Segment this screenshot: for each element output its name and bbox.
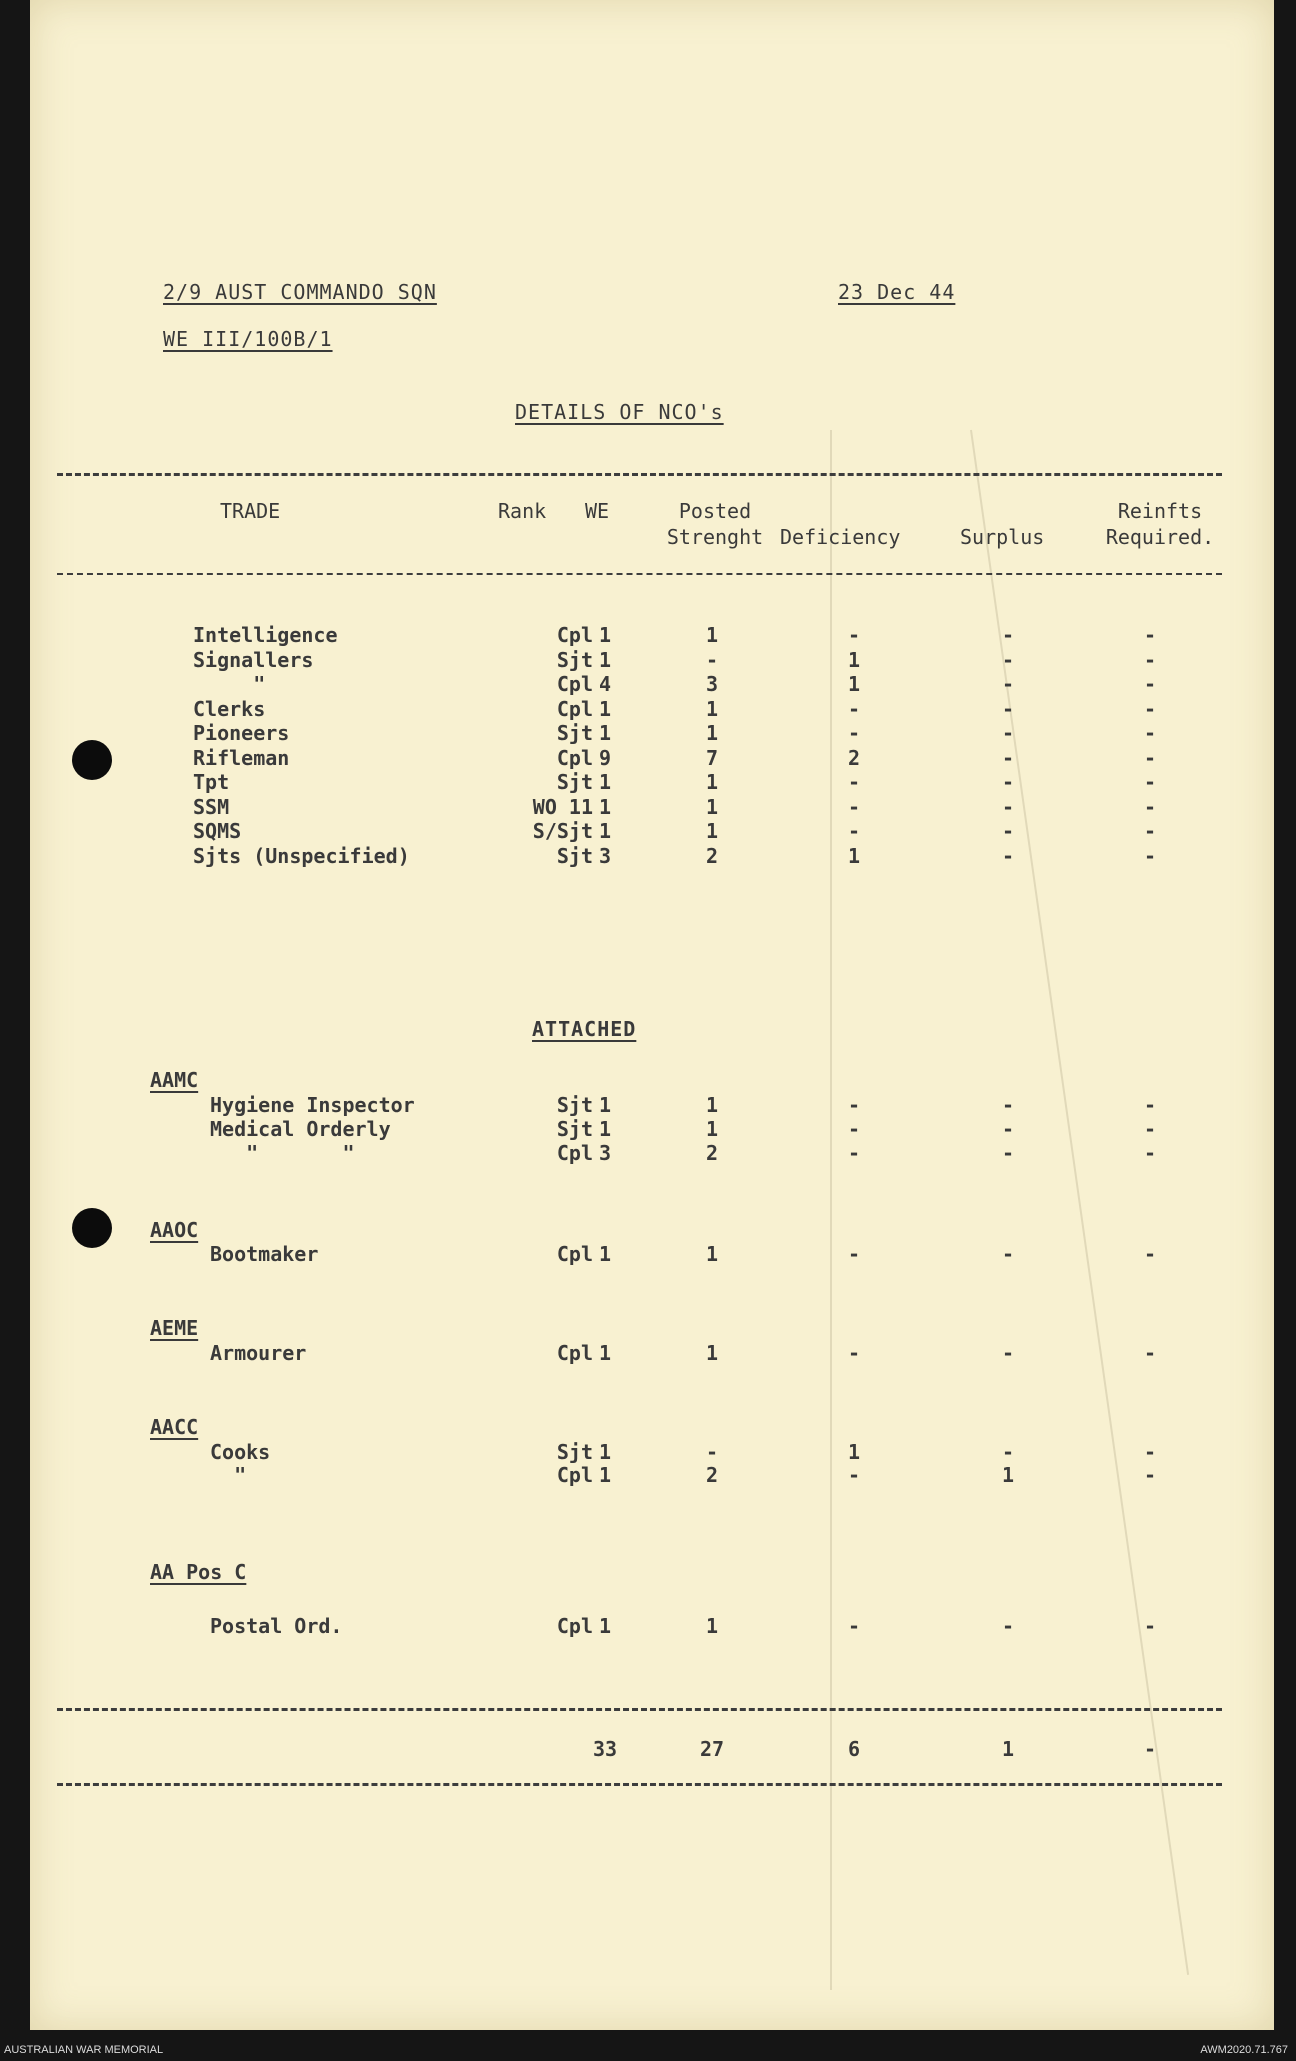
cell-reinfts-required: -: [1143, 672, 1157, 696]
cell-rank: Cpl: [556, 697, 593, 721]
cell-surplus: -: [1001, 623, 1015, 647]
cell-reinfts-required: -: [1143, 770, 1157, 794]
cell-we: 1: [598, 819, 612, 843]
cell-deficiency: -: [847, 697, 861, 721]
cell-posted-strength: 2: [705, 844, 719, 868]
cell-we: 1: [598, 1093, 612, 1117]
table-row: [30, 795, 1274, 819]
cell-rank: Cpl: [556, 1614, 593, 1638]
table-row: [30, 1614, 1274, 1638]
cell-posted-strength: 1: [705, 770, 719, 794]
table-row: [30, 1093, 1274, 1117]
cell-reinfts-required: -: [1143, 1440, 1157, 1464]
cell-reinfts-required: -: [1143, 795, 1157, 819]
cell-posted-strength: 7: [705, 746, 719, 770]
corps-group-heading: AAOC: [150, 1218, 199, 1242]
cell-surplus: -: [1001, 1614, 1015, 1638]
cell-reinfts-required: -: [1143, 1117, 1157, 1141]
cell-rank: Cpl: [556, 623, 593, 647]
table-row: [30, 697, 1274, 721]
cell-reinfts-required: -: [1143, 1463, 1157, 1487]
cell-surplus: -: [1001, 1093, 1015, 1117]
table-row: [30, 1463, 1274, 1487]
table-row: [30, 721, 1274, 745]
cell-deficiency: 1: [847, 672, 861, 696]
cell-posted-strength: 1: [705, 1242, 719, 1266]
corps-group-heading: AA Pos C: [150, 1560, 247, 1584]
col-header-posted-line1: Posted: [678, 499, 752, 523]
cell-surplus: -: [1001, 697, 1015, 721]
col-header-reinfts: [1090, 498, 1230, 550]
cell-deficiency: -: [847, 721, 861, 745]
col-header-we: WE: [585, 499, 610, 523]
table-row: [30, 1341, 1274, 1365]
cell-reinfts-required: -: [1143, 1614, 1157, 1638]
document-page: [30, 0, 1274, 2030]
document-title: DETAILS OF NCO's: [515, 400, 724, 424]
cell-deficiency: -: [847, 623, 861, 647]
table-row: [30, 1117, 1274, 1141]
col-header-trade: TRADE: [220, 499, 281, 523]
cell-trade: Medical Orderly: [210, 1117, 391, 1141]
cell-rank: Sjt: [556, 1117, 593, 1141]
cell-reinfts-required: -: [1143, 697, 1157, 721]
cell-posted-strength: 1: [705, 623, 719, 647]
cell-rank: Sjt: [556, 844, 593, 868]
cell-rank: Sjt: [556, 1093, 593, 1117]
cell-trade: Rifleman: [193, 746, 290, 770]
col-header-posted: [650, 498, 780, 550]
cell-trade: " ": [210, 1141, 355, 1165]
total-deficiency: 6: [847, 1737, 861, 1761]
col-header-reinfts-line1: Reinfts: [1117, 499, 1203, 523]
cell-surplus: -: [1001, 1141, 1015, 1165]
cell-posted-strength: -: [705, 648, 719, 672]
cell-rank: Cpl: [556, 746, 593, 770]
cell-surplus: 1: [1001, 1463, 1015, 1487]
cell-trade: SQMS: [193, 819, 242, 843]
cell-surplus: -: [1001, 770, 1015, 794]
unit-name: 2/9 AUST COMMANDO SQN: [163, 280, 437, 304]
cell-posted-strength: 1: [705, 819, 719, 843]
corps-group-heading: AEME: [150, 1316, 199, 1340]
cell-rank: Sjt: [556, 721, 593, 745]
total-surplus: 1: [1001, 1737, 1015, 1761]
cell-trade: Intelligence: [193, 623, 338, 647]
cell-rank: WO 11: [532, 795, 593, 819]
cell-we: 9: [598, 746, 612, 770]
footer-accession-number: AWM2020.71.767: [1200, 2044, 1288, 2056]
table-row: [30, 746, 1274, 770]
cell-trade: Cooks: [210, 1440, 271, 1464]
cell-rank: Cpl: [556, 1341, 593, 1365]
cell-reinfts-required: -: [1143, 844, 1157, 868]
cell-deficiency: -: [847, 1093, 861, 1117]
cell-surplus: -: [1001, 844, 1015, 868]
header-bottom-rule: [57, 573, 1222, 575]
col-header-rank: Rank: [498, 499, 547, 523]
cell-reinfts-required: -: [1143, 1242, 1157, 1266]
cell-we: 4: [598, 672, 612, 696]
cell-deficiency: -: [847, 1614, 861, 1638]
cell-surplus: -: [1001, 1117, 1015, 1141]
table-row: [30, 819, 1274, 843]
cell-reinfts-required: -: [1143, 623, 1157, 647]
cell-rank: Sjt: [556, 1440, 593, 1464]
cell-surplus: -: [1001, 795, 1015, 819]
cell-surplus: -: [1001, 1242, 1015, 1266]
cell-posted-strength: 1: [705, 1341, 719, 1365]
cell-deficiency: 1: [847, 1440, 861, 1464]
col-header-reinfts-line2: Required.: [1105, 525, 1215, 549]
cell-we: 3: [598, 844, 612, 868]
total-we: 33: [592, 1737, 618, 1761]
cell-reinfts-required: -: [1143, 1341, 1157, 1365]
total-reinfts: -: [1143, 1737, 1157, 1761]
cell-we: 1: [598, 1341, 612, 1365]
cell-trade: Tpt: [193, 770, 230, 794]
cell-we: 1: [598, 648, 612, 672]
cell-we: 3: [598, 1141, 612, 1165]
totals-top-rule: [57, 1708, 1222, 1711]
cell-trade: Signallers: [193, 648, 314, 672]
cell-rank: Cpl: [556, 1141, 593, 1165]
cell-posted-strength: 1: [705, 721, 719, 745]
corps-group-heading: AACC: [150, 1415, 199, 1439]
cell-trade: Postal Ord.: [210, 1614, 343, 1638]
cell-surplus: -: [1001, 672, 1015, 696]
cell-deficiency: -: [847, 1341, 861, 1365]
cell-posted-strength: 1: [705, 1614, 719, 1638]
cell-deficiency: 2: [847, 746, 861, 770]
cell-deficiency: 1: [847, 844, 861, 868]
cell-rank: Cpl: [556, 1242, 593, 1266]
cell-reinfts-required: -: [1143, 819, 1157, 843]
table-row: [30, 623, 1274, 647]
cell-reinfts-required: -: [1143, 746, 1157, 770]
cell-trade: Hygiene Inspector: [210, 1093, 415, 1117]
cell-rank: Cpl: [556, 672, 593, 696]
cell-we: 1: [598, 1463, 612, 1487]
cell-deficiency: -: [847, 1242, 861, 1266]
table-row: [30, 1242, 1274, 1266]
cell-posted-strength: 1: [705, 1093, 719, 1117]
table-row: [30, 648, 1274, 672]
cell-we: 1: [598, 770, 612, 794]
table-row: [30, 1440, 1274, 1464]
reference-number: WE III/100B/1: [163, 327, 333, 351]
cell-we: 1: [598, 721, 612, 745]
table-row: [30, 844, 1274, 868]
cell-we: 1: [598, 697, 612, 721]
cell-trade: Armourer: [210, 1341, 307, 1365]
cell-reinfts-required: -: [1143, 1093, 1157, 1117]
cell-we: 1: [598, 1242, 612, 1266]
cell-posted-strength: 1: [705, 697, 719, 721]
footer-credit: AUSTRALIAN WAR MEMORIAL: [4, 2044, 164, 2056]
cell-we: 1: [598, 1614, 612, 1638]
cell-we: 1: [598, 795, 612, 819]
cell-surplus: -: [1001, 1341, 1015, 1365]
cell-deficiency: -: [847, 770, 861, 794]
col-header-posted-line2: Strenght: [666, 525, 764, 549]
cell-surplus: -: [1001, 1440, 1015, 1464]
cell-deficiency: 1: [847, 648, 861, 672]
cell-surplus: -: [1001, 648, 1015, 672]
cell-we: 1: [598, 623, 612, 647]
cell-deficiency: -: [847, 1141, 861, 1165]
table-row: [30, 1141, 1274, 1165]
total-posted: 27: [699, 1737, 725, 1761]
cell-reinfts-required: -: [1143, 721, 1157, 745]
cell-trade: SSM: [193, 795, 230, 819]
cell-deficiency: -: [847, 795, 861, 819]
cell-deficiency: -: [847, 1463, 861, 1487]
cell-rank: S/Sjt: [532, 819, 593, 843]
corps-group-heading: AAMC: [150, 1068, 199, 1092]
table-row: [30, 770, 1274, 794]
cell-trade: Sjts (Unspecified): [193, 844, 410, 868]
col-header-deficiency: Deficiency: [780, 525, 901, 549]
cell-rank: Cpl: [556, 1463, 593, 1487]
cell-posted-strength: 3: [705, 672, 719, 696]
cell-posted-strength: 1: [705, 795, 719, 819]
cell-posted-strength: -: [705, 1440, 719, 1464]
table-row: [30, 672, 1274, 696]
cell-reinfts-required: -: [1143, 1141, 1157, 1165]
attached-heading: ATTACHED: [532, 1017, 637, 1041]
cell-surplus: -: [1001, 721, 1015, 745]
col-header-surplus: Surplus: [960, 525, 1045, 549]
cell-trade: ": [193, 672, 266, 696]
cell-surplus: -: [1001, 746, 1015, 770]
table-top-rule: [57, 473, 1222, 476]
cell-deficiency: -: [847, 1117, 861, 1141]
cell-trade: Bootmaker: [210, 1242, 319, 1266]
totals-bottom-rule: [57, 1783, 1222, 1786]
cell-trade: Clerks: [193, 697, 266, 721]
cell-trade: ": [210, 1463, 247, 1487]
cell-surplus: -: [1001, 819, 1015, 843]
cell-trade: Pioneers: [193, 721, 290, 745]
cell-posted-strength: 2: [705, 1463, 719, 1487]
cell-posted-strength: 2: [705, 1141, 719, 1165]
cell-we: 1: [598, 1440, 612, 1464]
cell-rank: Sjt: [556, 648, 593, 672]
cell-rank: Sjt: [556, 770, 593, 794]
cell-reinfts-required: -: [1143, 648, 1157, 672]
cell-we: 1: [598, 1117, 612, 1141]
cell-posted-strength: 1: [705, 1117, 719, 1141]
cell-deficiency: -: [847, 819, 861, 843]
document-date: 23 Dec 44: [838, 280, 956, 304]
